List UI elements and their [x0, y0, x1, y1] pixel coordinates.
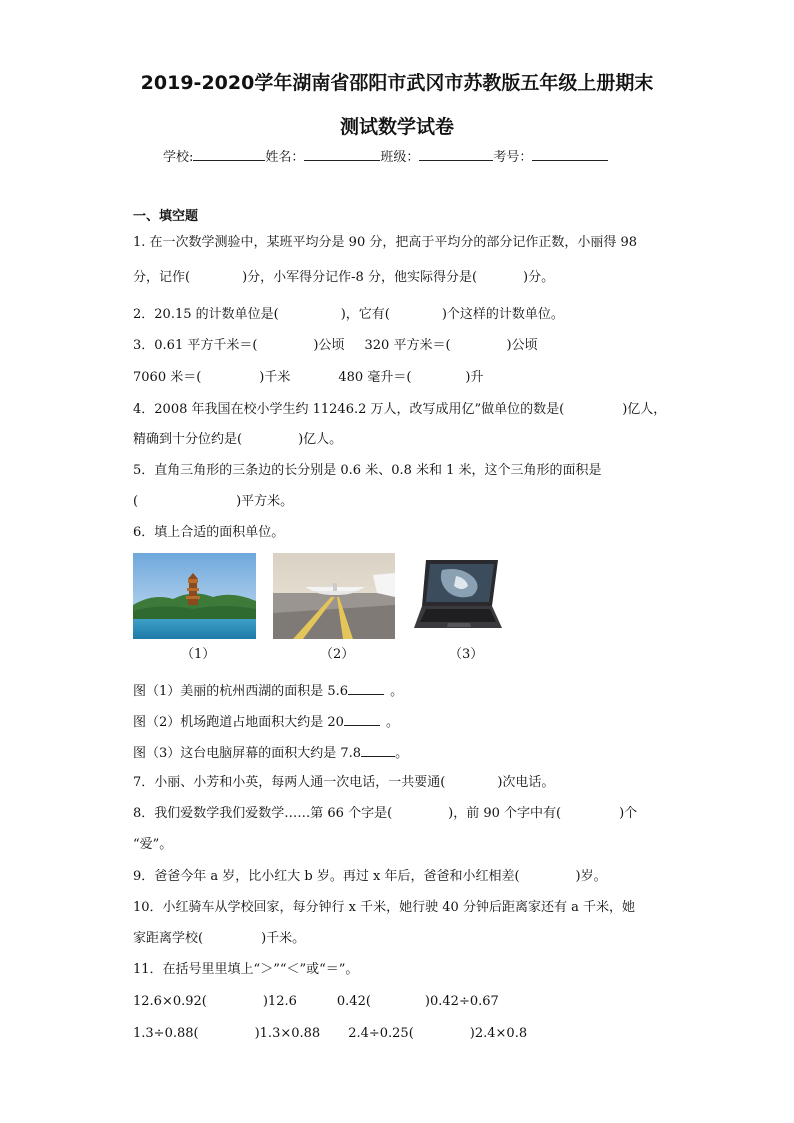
q2-text-c: )个这样的计数单位。: [441, 307, 564, 322]
q9-text-b: )岁。: [575, 869, 607, 884]
q3-text-e: 7060 米＝(: [133, 370, 202, 385]
q6-item3-blank[interactable]: [361, 744, 395, 757]
q3-text-b: )公顷: [313, 338, 345, 353]
q8-text-a: 8．我们爱数学我们爱数学……第 66 个字是(: [133, 806, 393, 821]
class-label: 班级：: [380, 150, 420, 165]
image1-caption: （1）: [181, 647, 216, 662]
west-lake-image: [133, 553, 256, 639]
q6-item1: [133, 682, 403, 700]
q9-line: [133, 869, 607, 885]
q11-r2-a: 1.3÷0.88(: [133, 1026, 199, 1041]
q3-text-g: 480 毫升＝(: [338, 370, 412, 385]
laptop-image: [412, 556, 504, 638]
q2-text-a: 2．20.15 的计数单位是(: [133, 307, 279, 322]
q4-text-a: 4．2008 年我国在校小学生约 11246.2 万人，改写成用亿”做单位的数是(: [133, 402, 565, 417]
q5-line1: 5．直角三角形的三条边的长分别是 0.6 米、0.8 米和 1 米，这个三角形的面积是: [133, 463, 602, 478]
q4-line1: [133, 402, 666, 418]
q7-line: [133, 775, 554, 791]
q2-text-b: )，它有(: [340, 307, 390, 322]
q10-line2: [133, 931, 305, 947]
q1-line2: [133, 270, 554, 286]
q8-line2: “爱”。: [133, 837, 173, 852]
q11-r2-c: 2.4÷0.25(: [348, 1026, 414, 1041]
name-blank[interactable]: [304, 148, 380, 161]
q2-line: [133, 307, 564, 323]
q6-item1-text: 图（1）美丽的杭州西湖的面积是 5.6: [133, 684, 349, 699]
q7-text-a: 7．小丽、小芳和小英，每两人通一次电话，一共要通(: [133, 775, 446, 790]
q6-item1-end: 。: [390, 684, 404, 699]
q11-line: 11．在括号里里填上“＞”“＜”或“＝”。: [133, 962, 359, 977]
q5-line2: [133, 494, 293, 510]
q8-text-b: )，前 90 个字中有(: [448, 806, 562, 821]
q8-line1: [133, 806, 637, 822]
number-blank[interactable]: [532, 148, 608, 161]
q5-text-c: )平方米。: [236, 494, 294, 509]
q5-text-b: (: [133, 494, 139, 509]
q1-line1: 1. 在一次数学测验中，某班平均分是 90 分，把高于平均分的部分记作正数，小丽得 98: [133, 235, 638, 250]
q10-text-b: 家距离学校(: [133, 931, 204, 946]
q7-text-b: )次电话。: [497, 775, 555, 790]
q4-text-c: 精确到十分位约是(: [133, 432, 243, 447]
q3-text-a: 3．0.61 平方千米＝(: [133, 338, 258, 353]
q6-item3-end: 。: [395, 746, 409, 761]
q6-item1-blank[interactable]: [348, 682, 384, 695]
q6-item3-text: 图（3）这台电脑屏幕的面积大约是 7.8: [133, 746, 362, 761]
q3-text-h: )升: [465, 370, 484, 385]
q11-r1-b: )12.6: [262, 994, 297, 1009]
q11-row2: [133, 1026, 527, 1042]
q1-text-a: 分，记作(: [133, 270, 191, 285]
q10-text-c: )千米。: [261, 931, 306, 946]
q1-text-c: )分。: [523, 270, 555, 285]
exam-title-line1: 2019-2020学年湖南省邵阳市武冈市苏教版五年级上册期末: [140, 72, 654, 94]
q1-text-b: )分，小军得分记作-8 分，他实际得分是(: [242, 270, 478, 285]
q6-item2-blank[interactable]: [344, 713, 380, 726]
q4-line2: [133, 432, 342, 448]
q4-text-b: )亿人，: [622, 402, 667, 417]
airport-runway-image: [273, 553, 395, 639]
q6-item2-text: 图（2）机场跑道占地面积大约是 20: [133, 715, 344, 730]
q6-line: 6．填上合适的面积单位。: [133, 525, 285, 540]
q3-line2: [133, 370, 483, 386]
q3-text-f: )千米: [259, 370, 291, 385]
student-info-row: [163, 146, 608, 165]
q3-text-c: 320 平方米＝(: [364, 338, 451, 353]
q6-item3: [133, 744, 408, 762]
number-label: 考号：: [493, 150, 533, 165]
q3-line1: [133, 338, 538, 354]
q11-r1-d: )0.42÷0.67: [424, 994, 499, 1009]
q3-text-d: )公顷: [506, 338, 538, 353]
image2-caption: （2）: [320, 647, 355, 662]
q6-item2: [133, 713, 399, 731]
q10-line1: 10．小红骑车从学校回家，每分钟行 x 千米，她行驶 40 分钟后距离家还有 a 千米，她: [133, 900, 635, 915]
q6-item2-end: 。: [385, 715, 399, 730]
image3-caption: （3）: [449, 647, 484, 662]
q11-r2-d: )2.4×0.8: [469, 1026, 528, 1041]
school-label: 学校:: [163, 150, 194, 165]
name-label: 姓名：: [265, 150, 305, 165]
school-blank[interactable]: [193, 148, 265, 161]
q11-r1-c: 0.42(: [336, 994, 371, 1009]
exam-title-line2: 测试数学试卷: [339, 116, 454, 138]
class-blank[interactable]: [419, 148, 493, 161]
q11-row1: [133, 994, 499, 1010]
q11-r2-b: )1.3×0.88: [254, 1026, 321, 1041]
q9-text-a: 9．爸爸今年 a 岁，比小红大 b 岁。再过 x 年后，爸爸和小红相差(: [133, 869, 520, 884]
q8-text-c: )个: [619, 806, 638, 821]
q4-text-d: )亿人。: [298, 432, 343, 447]
q11-r1-a: 12.6×0.92(: [133, 994, 207, 1009]
section-heading: 一、填空题: [133, 209, 199, 224]
